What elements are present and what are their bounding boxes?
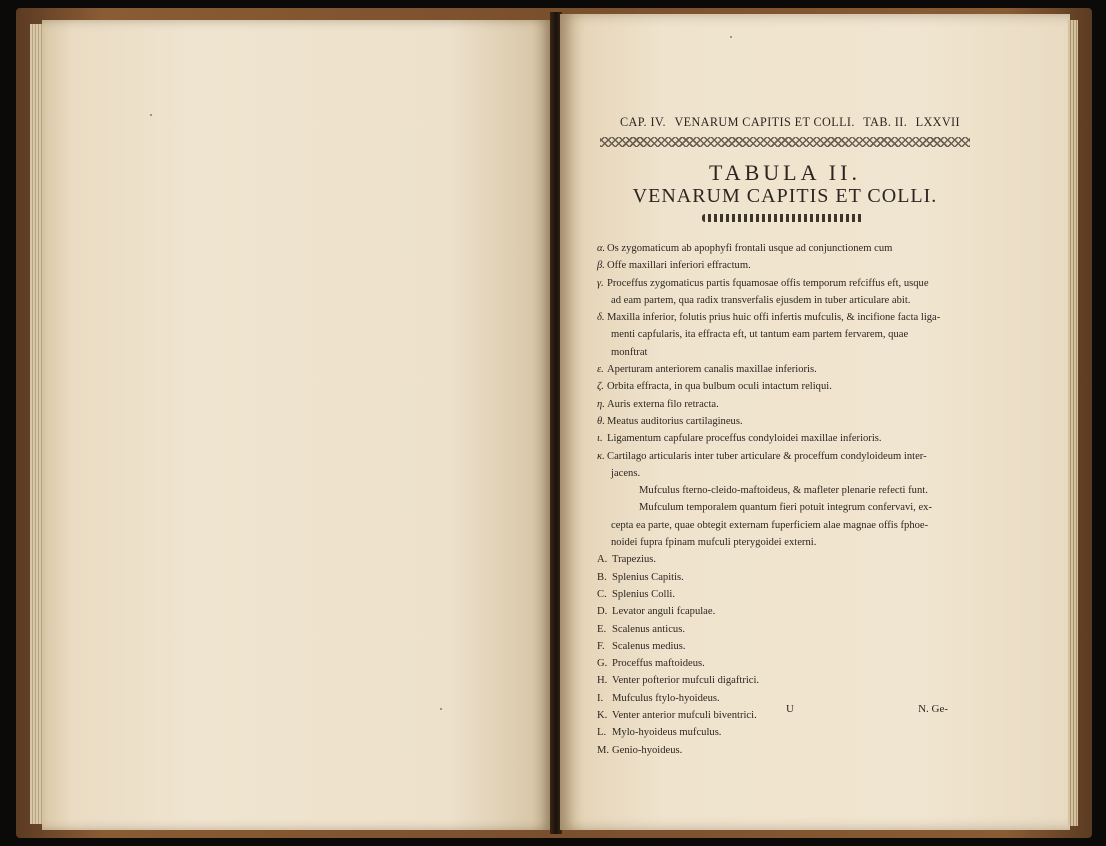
letter-entry (597, 551, 965, 568)
entry-continuation: ad eam partem, qua radix transverfalis ejusdem in tuber articulare abit. (611, 294, 911, 306)
greek-entry-list (597, 240, 965, 482)
letter-text: Levator anguli fcapulae. (612, 606, 716, 618)
header-section: VENARUM CAPITIS ET COLLI. (674, 115, 855, 129)
running-header (620, 115, 960, 130)
greek-entry (597, 275, 965, 310)
letter-entry (597, 707, 965, 724)
letter-key: G. (597, 658, 608, 670)
letter-key: M. (597, 744, 610, 756)
letter-key: B. (597, 571, 607, 583)
letter-text: Trapezius. (612, 554, 657, 566)
note-paragraphs (597, 482, 965, 551)
paper-speck (150, 114, 152, 116)
entry-key: γ. (597, 277, 604, 289)
paper-speck (730, 36, 732, 38)
entry-continuation: monftrat (611, 346, 648, 358)
letter-key: E. (597, 623, 607, 635)
greek-entry (597, 361, 965, 378)
letter-text: Splenius Capitis. (612, 571, 684, 583)
entry-text: Maxilla inferior, folutis prius huic offi infertis mufculis, & incifione facta liga- (607, 312, 941, 324)
header-ornament-rule (600, 137, 970, 147)
letter-entry (597, 655, 965, 672)
letter-text: Scalenus medius. (612, 640, 686, 652)
letter-entry (597, 724, 965, 741)
letter-entry (597, 569, 965, 586)
letter-text: Proceffus maftoideus. (612, 658, 705, 670)
entry-key: κ. (597, 450, 605, 462)
page-subtitle: VENARUM CAPITIS ET COLLI. (632, 185, 938, 207)
letter-text: Mylo-hyoideus mufculus. (612, 727, 722, 739)
entry-key: θ. (597, 415, 605, 427)
entry-key: ι. (597, 433, 603, 445)
entry-key: δ. (597, 312, 605, 324)
entry-text: Offe maxillari inferiori effractum. (607, 260, 751, 272)
letter-key: I. (597, 692, 604, 704)
paper-speck (440, 708, 442, 710)
entry-text: Ligamentum capfulare proceffus condyloidei maxillae inferioris. (607, 433, 882, 445)
letter-entry (597, 621, 965, 638)
entry-text: Aperturam anteriorem canalis maxillae inferioris. (607, 364, 817, 376)
letter-key: C. (597, 588, 607, 600)
entry-continuation: menti capfularis, ita effracta eft, ut tantum eam partem fervarem, quae (611, 329, 909, 341)
letter-entry (597, 672, 965, 689)
letter-entry (597, 603, 965, 620)
greek-entry (597, 309, 965, 361)
title-ornament-rule (702, 214, 864, 222)
letter-key: K. (597, 710, 608, 722)
letter-entry-list (597, 551, 965, 759)
letter-entry (597, 742, 965, 759)
letter-text: Venter anterior mufculi biventrici. (612, 710, 757, 722)
note-line: Mufculus fterno-cleido-maftoideus, & mafleter plenarie refecti funt. (639, 485, 928, 497)
signature-mark: U (786, 703, 794, 715)
letter-entry (597, 690, 965, 707)
letter-text: Venter pofterior mufculi digaftrici. (612, 675, 760, 687)
entry-text: Orbita effracta, in qua bulbum oculi intactum reliqui. (607, 381, 832, 393)
entry-key: ζ. (597, 381, 604, 393)
entry-key: α. (597, 243, 606, 254)
letter-text: Splenius Colli. (612, 588, 675, 600)
catchword: N. Ge- (918, 703, 948, 715)
entry-text: Os zygomaticum ab apophyfi frontali usque ad conjunctionem cum (607, 243, 893, 254)
letter-text: Genio-hyoideus. (612, 744, 683, 756)
note-line: cepta ea parte, quae obtegit externam fuperficiem alae magnae offis fphoe- (611, 519, 929, 531)
letter-key: L. (597, 727, 607, 739)
header-page-number: LXXVII (915, 115, 960, 129)
header-chapter: CAP. IV. (620, 115, 666, 129)
letter-entry (597, 638, 965, 655)
entry-text: Auris externa filo retracta. (607, 398, 719, 410)
letter-key: A. (597, 554, 608, 566)
entry-key: η. (597, 398, 605, 410)
entry-text: Meatus auditorius cartilagineus. (607, 415, 743, 427)
entry-text: Proceffus zygomaticus partis fquamosae offis temporum refciffus eft, usque (607, 277, 929, 289)
letter-key: D. (597, 606, 608, 618)
right-page-edges (1068, 20, 1078, 826)
greek-entry (597, 448, 965, 483)
entry-continuation: jacens. (611, 467, 641, 479)
greek-entry (597, 378, 965, 395)
greek-entry (597, 240, 965, 257)
note-line: Mufculum temporalem quantum fieri potuit integrum confervavi, ex- (639, 502, 933, 514)
greek-entry (597, 257, 965, 274)
page-title: TABULA II. (709, 160, 861, 185)
letter-text: Mufculus ftylo-hyoideus. (612, 692, 720, 704)
entry-key: β. (597, 260, 605, 272)
greek-entry (597, 413, 965, 430)
note-line: noidei fupra fpinam mufculi pterygoidei externi. (611, 537, 817, 549)
left-page-blank (42, 20, 552, 830)
letter-key: H. (597, 675, 608, 687)
entry-key: ε. (597, 364, 604, 376)
header-plate: TAB. II. (863, 115, 908, 129)
letter-key: F. (597, 640, 605, 652)
letter-entry (597, 586, 965, 603)
greek-entry (597, 396, 965, 413)
plate-legend (597, 240, 965, 759)
entry-text: Cartilago articularis inter tuber articulare & proceffum condyloideum inter- (607, 450, 927, 462)
greek-entry (597, 430, 965, 447)
letter-text: Scalenus anticus. (612, 623, 685, 635)
